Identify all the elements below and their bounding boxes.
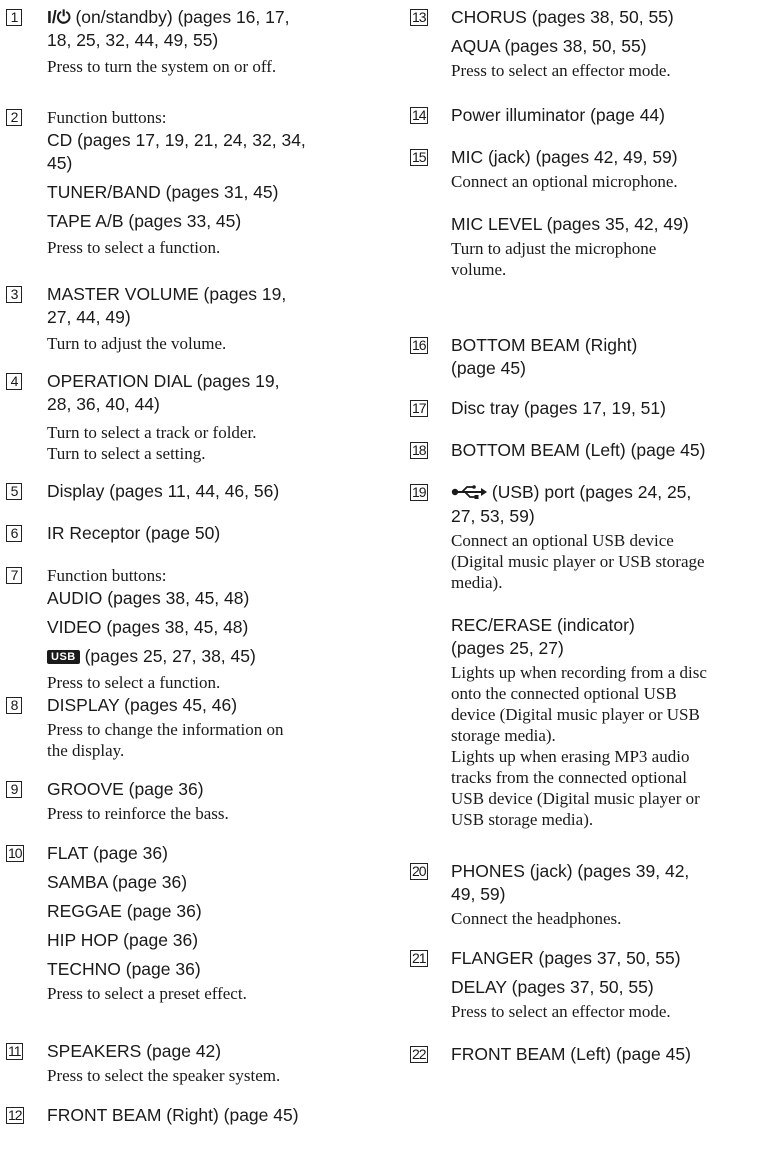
item-label: (USB) port (pages 24, 25, bbox=[487, 482, 692, 502]
item-label: CD (pages 17, 19, 21, 24, 32, 34, bbox=[47, 130, 306, 150]
item-number: 15 bbox=[412, 149, 426, 165]
item-number: 14 bbox=[412, 107, 426, 123]
item-label: 18, 25, 32, 44, 49, 55) bbox=[47, 30, 219, 50]
item-description: the display. bbox=[47, 741, 125, 760]
item-label: MIC (jack) (pages 42, 49, 59) bbox=[451, 147, 678, 167]
item-description: Press to reinforce the bass. bbox=[47, 804, 229, 823]
item-description: onto the connected optional USB bbox=[451, 684, 677, 703]
item-label: TECHNO (page 36) bbox=[47, 959, 201, 979]
item-description: (Digital music player or USB storage bbox=[451, 552, 705, 571]
item-number: 6 bbox=[6, 525, 22, 542]
item-number: 10 bbox=[8, 845, 22, 861]
item-description: Connect an optional USB device bbox=[451, 531, 674, 550]
item-label: Disc tray (pages 17, 19, 51) bbox=[451, 398, 666, 418]
entry-5 bbox=[6, 480, 419, 503]
entry-19 bbox=[410, 481, 762, 830]
item-description: Turn to adjust the volume. bbox=[47, 334, 227, 353]
item-label: GROOVE (page 36) bbox=[47, 779, 204, 799]
entry-7 bbox=[6, 564, 419, 693]
item-description: Connect an optional microphone. bbox=[451, 172, 678, 191]
item-description: volume. bbox=[451, 260, 507, 279]
item-label: (pages 25, 27, 38, 45) bbox=[79, 646, 256, 666]
item-number: 12 bbox=[8, 1107, 22, 1123]
entry-10 bbox=[6, 842, 419, 1004]
item-label: 45) bbox=[47, 153, 73, 173]
item-label: DISPLAY (pages 45, 46) bbox=[47, 695, 238, 715]
item-label: REC/ERASE (indicator) bbox=[451, 615, 635, 635]
item-label: Display (pages 11, 44, 46, 56) bbox=[47, 481, 280, 501]
item-description: Press to select a function. bbox=[47, 673, 221, 692]
item-label: AQUA (pages 38, 50, 55) bbox=[451, 36, 647, 56]
item-label: MIC LEVEL (pages 35, 42, 49) bbox=[451, 214, 689, 234]
item-description: Turn to select a track or folder. bbox=[47, 423, 257, 442]
item-label: MASTER VOLUME (pages 19, bbox=[47, 284, 287, 304]
usb-icon bbox=[451, 482, 487, 505]
entry-13 bbox=[410, 6, 762, 81]
item-heading: Function buttons: bbox=[47, 108, 167, 127]
item-label: FLAT (page 36) bbox=[47, 843, 168, 863]
entry-1 bbox=[6, 6, 419, 77]
item-label: SAMBA (page 36) bbox=[47, 872, 188, 892]
item-label: VIDEO (pages 38, 45, 48) bbox=[47, 617, 249, 637]
item-number: 5 bbox=[6, 483, 22, 500]
item-description: media). bbox=[451, 573, 503, 592]
item-number: 4 bbox=[6, 373, 22, 390]
item-label: AUDIO (pages 38, 45, 48) bbox=[47, 588, 250, 608]
item-label: OPERATION DIAL (pages 19, bbox=[47, 371, 280, 391]
item-number: 2 bbox=[6, 109, 22, 126]
item-number: 18 bbox=[412, 442, 426, 458]
item-description: Press to select an effector mode. bbox=[451, 1002, 671, 1021]
item-label: 27, 53, 59) bbox=[451, 506, 535, 526]
item-number: 9 bbox=[6, 781, 22, 798]
entry-6 bbox=[6, 522, 419, 545]
item-description: Turn to select a setting. bbox=[47, 444, 206, 463]
entry-11 bbox=[6, 1040, 419, 1086]
item-label: FLANGER (pages 37, 50, 55) bbox=[451, 948, 681, 968]
entry-8 bbox=[6, 694, 419, 761]
item-description: Lights up when erasing MP3 audio bbox=[451, 747, 690, 766]
item-number: 19 bbox=[412, 484, 426, 500]
item-number: 8 bbox=[6, 697, 22, 714]
item-label: DELAY (pages 37, 50, 55) bbox=[451, 977, 654, 997]
item-number: 17 bbox=[412, 400, 426, 416]
item-label: CHORUS (pages 38, 50, 55) bbox=[451, 7, 674, 27]
entry-18 bbox=[410, 439, 762, 462]
entry-2 bbox=[6, 106, 419, 258]
item-number: 22 bbox=[412, 1046, 426, 1062]
entry-22 bbox=[410, 1043, 762, 1066]
item-label: HIP HOP (page 36) bbox=[47, 930, 199, 950]
item-description: storage media). bbox=[451, 726, 556, 745]
item-number: 1 bbox=[6, 9, 22, 26]
item-number: 16 bbox=[412, 337, 426, 353]
item-label: 49, 59) bbox=[451, 884, 506, 904]
entry-20 bbox=[410, 860, 762, 929]
item-heading: Function buttons: bbox=[47, 566, 167, 585]
item-description: Press to select the speaker system. bbox=[47, 1066, 281, 1085]
item-label: (page 45) bbox=[451, 358, 526, 378]
item-description: Press to select a function. bbox=[47, 238, 221, 257]
item-label: FRONT BEAM (Right) (page 45) bbox=[47, 1105, 299, 1125]
item-label: IR Receptor (page 50) bbox=[47, 523, 221, 543]
item-label: FRONT BEAM (Left) (page 45) bbox=[451, 1044, 691, 1064]
item-label: (on/standby) (pages 16, 17, bbox=[70, 7, 290, 27]
item-label: SPEAKERS (page 42) bbox=[47, 1041, 222, 1061]
item-label: (pages 25, 27) bbox=[451, 638, 564, 658]
entry-16 bbox=[410, 334, 762, 380]
item-label: TUNER/BAND (pages 31, 45) bbox=[47, 182, 279, 202]
entry-14 bbox=[410, 104, 762, 127]
item-description: Press to select a preset effect. bbox=[47, 984, 247, 1003]
entry-15 bbox=[410, 146, 762, 280]
item-description: Lights up when recording from a disc bbox=[451, 663, 707, 682]
item-number: 13 bbox=[412, 9, 426, 25]
entry-4 bbox=[6, 370, 419, 464]
item-number: 20 bbox=[412, 863, 426, 879]
item-label: BOTTOM BEAM (Right) bbox=[451, 335, 638, 355]
entry-12 bbox=[6, 1104, 419, 1127]
item-number: 11 bbox=[8, 1043, 21, 1059]
usb-badge: USB bbox=[47, 650, 80, 664]
item-description: Press to turn the system on or off. bbox=[47, 57, 277, 76]
item-label: 27, 44, 49) bbox=[47, 307, 131, 327]
item-number: 7 bbox=[6, 567, 22, 584]
item-label: BOTTOM BEAM (Left) (page 45) bbox=[451, 440, 706, 460]
item-description: USB device (Digital music player or bbox=[451, 789, 700, 808]
item-label: Power illuminator (page 44) bbox=[451, 105, 665, 125]
item-description: USB storage media). bbox=[451, 810, 594, 829]
item-label: REGGAE (page 36) bbox=[47, 901, 202, 921]
item-description: Connect the headphones. bbox=[451, 909, 622, 928]
item-label: TAPE A/B (pages 33, 45) bbox=[47, 211, 242, 231]
item-number: 3 bbox=[6, 286, 22, 303]
item-description: Press to change the information on bbox=[47, 720, 284, 739]
item-label: 28, 36, 40, 44) bbox=[47, 394, 160, 414]
item-description: tracks from the connected optional bbox=[451, 768, 688, 787]
item-number: 21 bbox=[412, 950, 426, 966]
item-description: device (Digital music player or USB bbox=[451, 705, 700, 724]
entry-9 bbox=[6, 778, 419, 824]
entry-21 bbox=[410, 947, 762, 1022]
on-standby-icon: I/⏻ bbox=[47, 7, 71, 27]
item-description: Press to select an effector mode. bbox=[451, 61, 671, 80]
item-description: Turn to adjust the microphone bbox=[451, 239, 657, 258]
item-label: PHONES (jack) (pages 39, 42, bbox=[451, 861, 690, 881]
entry-3 bbox=[6, 283, 419, 354]
entry-17 bbox=[410, 397, 762, 420]
